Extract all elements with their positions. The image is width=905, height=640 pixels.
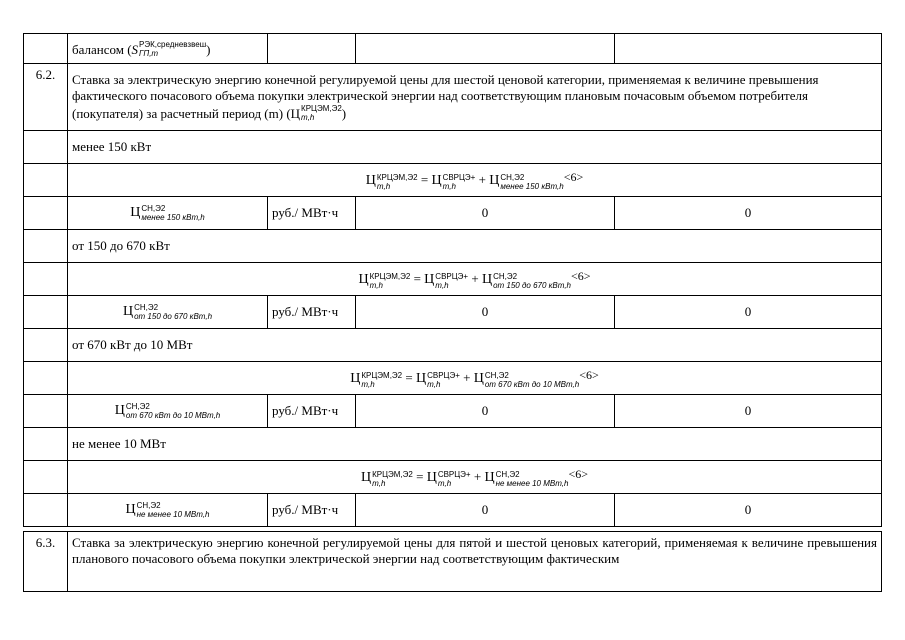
formula-term2-symbol: Ц — [473, 371, 484, 387]
empty-number-cell — [24, 395, 68, 428]
balance-sub: ГП,m — [139, 48, 159, 58]
section-62-text: Ставка за электрическую энергию конечной регулируемой цены для шестой ценовой категории, применяемая к величине превышения фактического почасового объема покупки электрической энергии над соответствующим плановым почасовым объемом потребителя (покупателя) за расчетный период (m) ( — [72, 72, 819, 121]
desc-sub: m,h — [301, 113, 315, 122]
unit-cell: руб./ МВт·ч — [268, 197, 356, 230]
empty-number-cell — [24, 362, 68, 395]
rate-sub: от 150 до 670 кВт,h — [134, 312, 213, 321]
rate-symbol-cell — [68, 494, 268, 527]
section-63-number: 6.3. — [24, 532, 68, 592]
empty-number-cell — [24, 296, 68, 329]
formula-term1-sub: m,h — [427, 379, 441, 389]
value-cell-1: 0 — [356, 395, 615, 428]
group-heading: от 150 до 670 кВт — [68, 230, 882, 263]
formula-term1-sup: СВРЦЭ+ — [442, 172, 476, 182]
formula-lhs-symbol: Ц — [350, 371, 361, 387]
formula-row — [24, 164, 882, 197]
formula-term2-sup: СН,Э2 — [484, 370, 509, 380]
empty-number-cell — [24, 197, 68, 230]
footnote-ref: <6> — [563, 170, 584, 185]
value-cell-1: 0 — [356, 494, 615, 527]
value-cell-2: 0 — [615, 296, 882, 329]
formula-term2-sub: от 670 кВт до 10 МВт,h — [484, 379, 580, 389]
formula-row — [24, 362, 882, 395]
empty-number-cell — [24, 263, 68, 296]
formula-term1-sub: m,h — [442, 181, 456, 191]
plus-sign: + — [463, 370, 471, 386]
formula-term1-symbol: Ц — [431, 173, 442, 189]
balance-label — [68, 34, 268, 64]
formula-term2-sup: СН,Э2 — [493, 271, 518, 281]
rate-symbol-cell — [68, 197, 268, 230]
rate-sub: менее 150 кВт,h — [141, 213, 205, 222]
formula-term2-sub: от 150 до 670 кВт,h — [493, 280, 571, 290]
group-heading-row — [24, 230, 882, 263]
section-62-description — [68, 64, 882, 131]
empty-number-cell — [24, 230, 68, 263]
rate-sub: от 670 кВт до 10 МВт,h — [125, 411, 221, 420]
formula-lhs-sub: m,h — [369, 280, 383, 290]
empty-number-cell — [24, 164, 68, 197]
group-heading-row — [24, 428, 882, 461]
formula-term1-symbol: Ц — [426, 470, 437, 486]
rate-sup: СН,Э2 — [134, 303, 159, 312]
unit-cell: руб./ МВт·ч — [268, 296, 356, 329]
value-row — [24, 494, 882, 527]
formula — [68, 362, 882, 395]
desc-symbol: Ц — [290, 106, 301, 121]
rate-sup: СН,Э2 — [125, 402, 150, 411]
plus-sign: + — [473, 469, 482, 485]
rate-symbol-cell — [68, 395, 268, 428]
section-63-description: Ставка за электрическую энергию конечной регулируемой цены для пятой и шестой ценовых категорий, применяемая к величине превышения планового почасового объема покупки электрической энергии над соответствующим фактическим — [68, 532, 882, 592]
formula — [68, 461, 882, 494]
formula-term2-symbol: Ц — [481, 272, 493, 288]
formula-lhs-symbol: Ц — [360, 470, 372, 486]
footnote-ref: <6> — [579, 368, 599, 383]
section-63-row — [24, 532, 882, 592]
rate-sup: СН,Э2 — [141, 204, 166, 213]
equals-sign: = — [405, 370, 413, 386]
group-heading: не менее 10 МВт — [68, 428, 882, 461]
balance-row — [24, 34, 882, 64]
formula-lhs-sup: КРЦЭМ,Э2 — [376, 172, 418, 182]
footnote-ref: <6> — [568, 467, 589, 482]
formula-lhs-sup: КРЦЭМ,Э2 — [361, 370, 403, 380]
rate-symbol: Ц — [114, 403, 125, 418]
desc-suffix: ) — [341, 106, 347, 121]
group-heading-row — [24, 329, 882, 362]
rate-symbol: Ц — [122, 304, 134, 319]
footnote-ref: <6> — [571, 269, 591, 284]
formula-row — [24, 263, 882, 296]
rate-sup: СН,Э2 — [136, 501, 161, 510]
tariff-table-tail — [23, 531, 882, 592]
balance-suffix: ) — [206, 41, 211, 57]
formula-lhs-sub: m,h — [376, 181, 391, 191]
formula-term1-sup: СВРЦЭ+ — [435, 271, 469, 281]
plus-sign: + — [471, 271, 479, 287]
balance-symbol: S — [131, 41, 139, 57]
plus-sign: + — [478, 172, 486, 188]
empty-number-cell — [24, 131, 68, 164]
formula-term1-sup: СВРЦЭ+ — [427, 370, 460, 380]
group-heading-row — [24, 131, 882, 164]
value-row — [24, 197, 882, 230]
formula-lhs-sup: КРЦЭМ,Э2 — [369, 271, 411, 281]
formula-term2-sup: СН,Э2 — [495, 469, 520, 479]
group-heading: менее 150 кВт — [68, 131, 882, 164]
rate-symbol-cell — [68, 296, 268, 329]
equals-sign: = — [413, 271, 421, 287]
formula-row — [24, 461, 882, 494]
section-number: 6.2. — [24, 64, 68, 131]
formula-term1-symbol: Ц — [424, 272, 435, 288]
unit-cell: руб./ МВт·ч — [268, 494, 356, 527]
formula-term2-sub: не менее 10 МВт,h — [495, 478, 569, 488]
formula-term1-symbol: Ц — [415, 371, 427, 387]
formula — [68, 164, 882, 197]
formula-lhs-sub: m,h — [361, 379, 375, 389]
equals-sign: = — [420, 172, 429, 188]
formula-term2-symbol: Ц — [484, 470, 495, 486]
value-cell-1: 0 — [356, 296, 615, 329]
value-cell-2: 0 — [615, 494, 882, 527]
empty-unit-cell — [268, 34, 356, 64]
tariff-table — [23, 33, 882, 527]
value-row — [24, 395, 882, 428]
rate-symbol: Ц — [125, 502, 136, 517]
formula-lhs-sub: m,h — [372, 478, 386, 488]
desc-sup: КРЦЭМ,Э2 — [301, 104, 342, 113]
rate-symbol: Ц — [130, 205, 141, 220]
balance-sup: РЭК,средневзвеш — [139, 39, 207, 49]
formula-lhs-symbol: Ц — [358, 272, 369, 288]
empty-number-cell — [24, 34, 68, 64]
empty-number-cell — [24, 461, 68, 494]
formula-lhs-sup: КРЦЭМ,Э2 — [372, 469, 413, 479]
value-cell-1: 0 — [356, 197, 615, 230]
empty-value-cell-2 — [615, 34, 882, 64]
rate-sub: не менее 10 МВт,h — [136, 510, 210, 519]
formula-term2-sup: СН,Э2 — [500, 172, 525, 182]
formula-term1-sub: m,h — [435, 280, 449, 290]
formula — [68, 263, 882, 296]
formula-lhs-symbol: Ц — [365, 173, 376, 189]
value-row — [24, 296, 882, 329]
equals-sign: = — [416, 469, 424, 485]
empty-number-cell — [24, 494, 68, 527]
value-cell-2: 0 — [615, 197, 882, 230]
formula-term1-sub: m,h — [437, 478, 452, 488]
section-62-header-row — [24, 64, 882, 131]
empty-number-cell — [24, 329, 68, 362]
balance-prefix: балансом ( — [72, 41, 132, 57]
value-cell-2: 0 — [615, 395, 882, 428]
empty-number-cell — [24, 428, 68, 461]
formula-term2-symbol: Ц — [489, 173, 500, 189]
group-heading: от 670 кВт до 10 МВт — [68, 329, 882, 362]
formula-term2-sub: менее 150 кВт,h — [500, 181, 564, 191]
empty-value-cell-1 — [356, 34, 615, 64]
formula-term1-sup: СВРЦЭ+ — [437, 469, 471, 479]
unit-cell: руб./ МВт·ч — [268, 395, 356, 428]
